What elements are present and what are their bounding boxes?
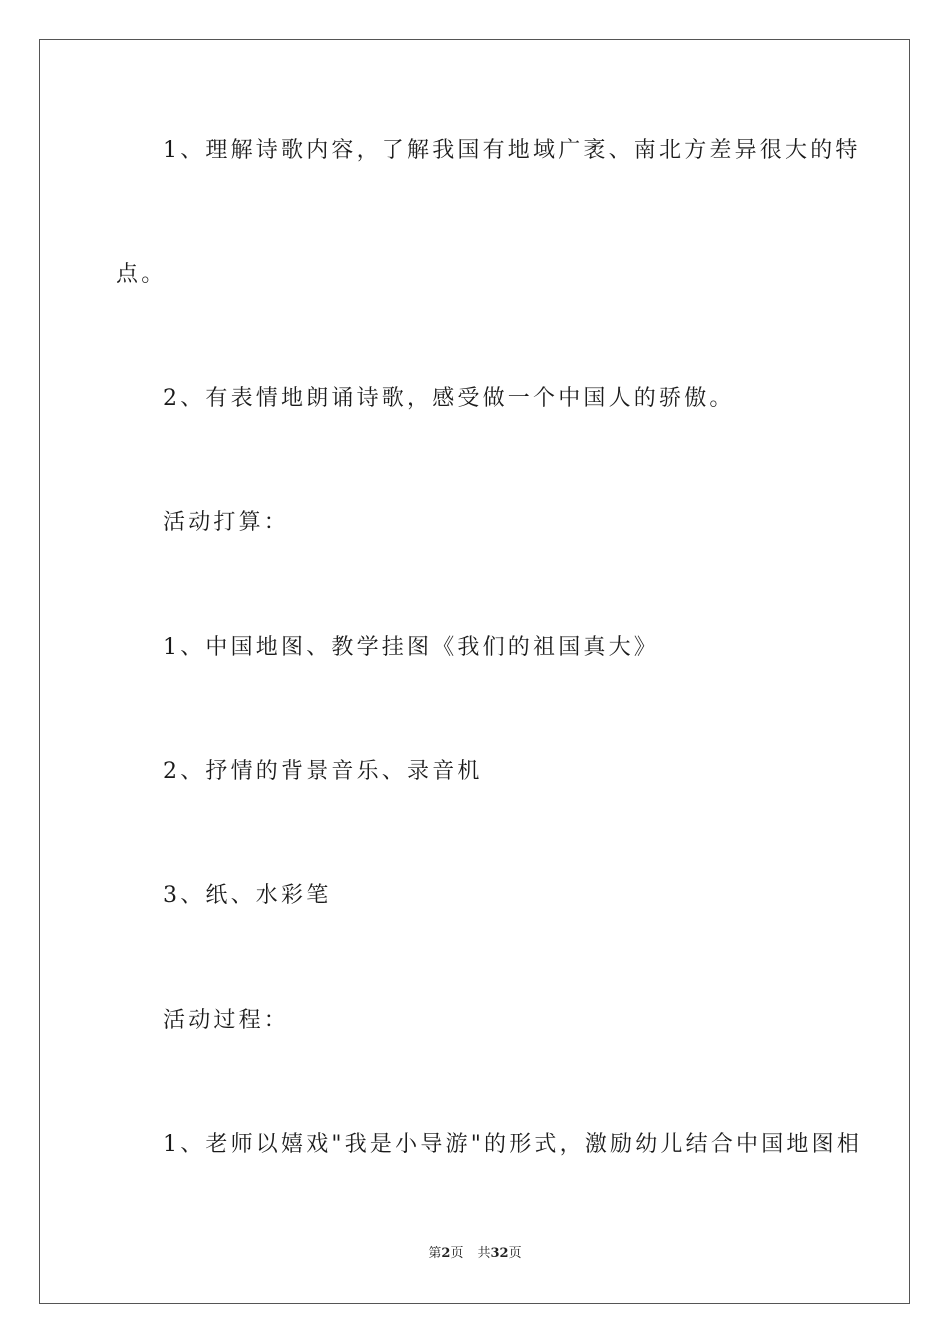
footer-page-prefix: 第 <box>428 1246 442 1261</box>
page-footer <box>0 1245 950 1263</box>
footer-total-pages: 32 <box>490 1246 509 1261</box>
footer-total-prefix: 共 <box>477 1246 491 1261</box>
footer-page-suffix: 页 <box>450 1246 464 1261</box>
paragraph-preparation-1: 1、中国地图、教学挂图《我们的祖国真大》 <box>163 635 659 660</box>
paragraph-preparation-2: 2、抒情的背景音乐、录音机 <box>163 759 483 784</box>
paragraph-goal-1: 1、理解诗歌内容，了解我国有地域广袤、南北方差异很大的特 <box>163 138 861 163</box>
paragraph-preparation-3: 3、纸、水彩笔 <box>163 883 332 908</box>
paragraph-goal-1-continued: 点。 <box>116 262 167 287</box>
heading-activity-process: 活动过程： <box>163 1008 290 1033</box>
heading-activity-preparation: 活动打算： <box>163 510 290 535</box>
footer-page-number: 2 <box>441 1246 451 1261</box>
paragraph-process-1: 1、老师以嬉戏"我是小导游"的形式，激励幼儿结合中国地图相 <box>163 1132 863 1157</box>
page-frame <box>39 39 910 1304</box>
footer-total-suffix: 页 <box>508 1246 522 1261</box>
paragraph-goal-2: 2、有表情地朗诵诗歌，感受做一个中国人的骄傲。 <box>163 386 735 411</box>
